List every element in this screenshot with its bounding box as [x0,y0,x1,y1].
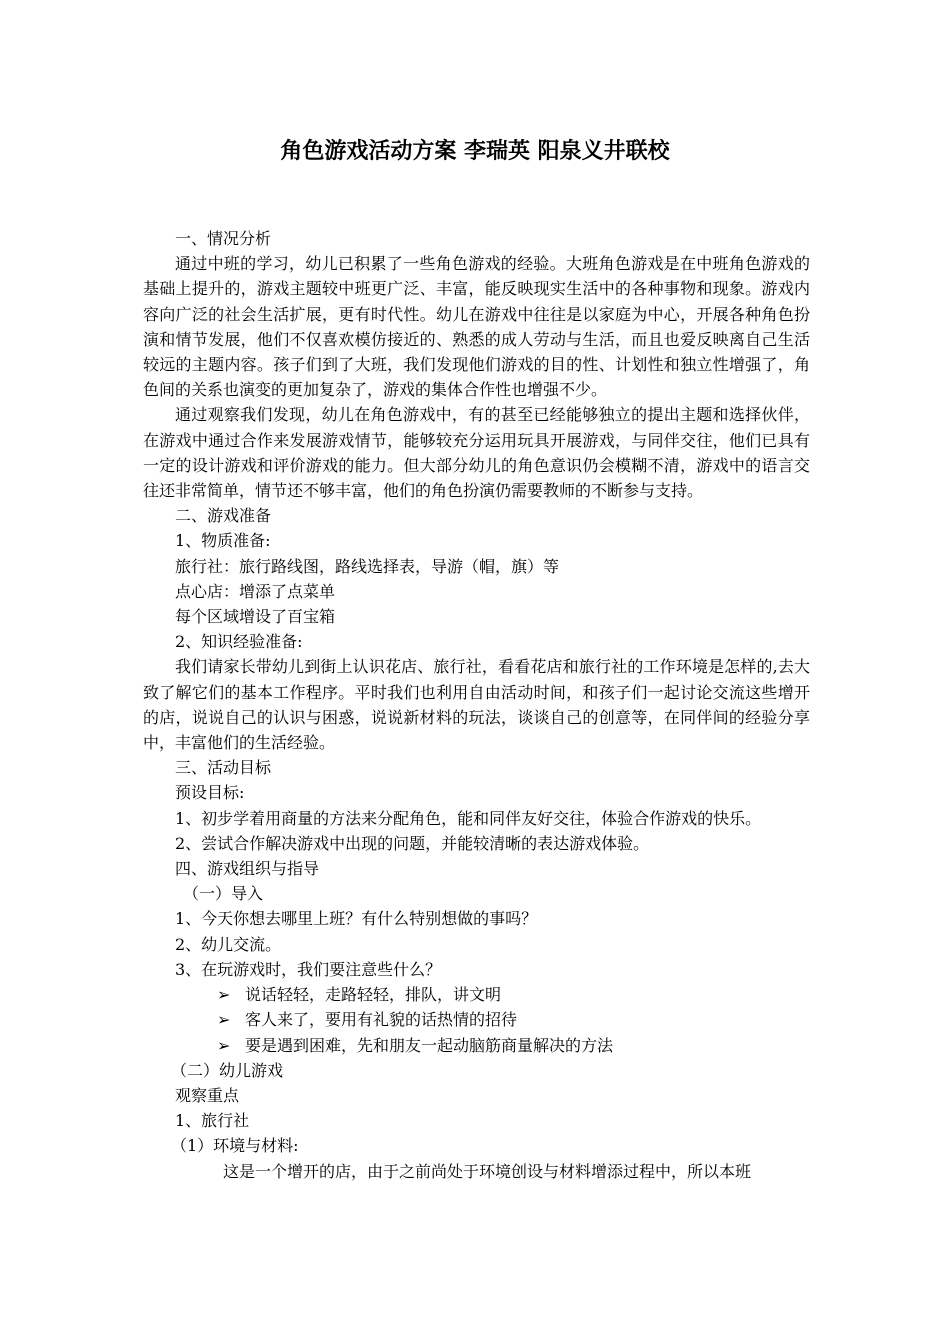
list-item: 点心店：增添了点菜单 [175,581,336,601]
question-item: 3、在玩游戏时，我们要注意些什么？ [175,959,442,979]
section-heading-situation: 一、情况分析 [175,229,272,248]
arrow-bullet-icon: ➢ [217,1035,231,1055]
document-title: 角色游戏活动方案 李瑞英 阳泉义井联校 [280,139,670,164]
section-heading-goals: 三、活动目标 [175,758,272,778]
section-heading-organization: 四、游戏组织与指导 [175,859,320,879]
arrow-bullet-icon: ➢ [217,985,231,1005]
bullet-item [143,1033,810,1058]
bullet-text: 客人来了，要用有礼貌的话热情的招待 [245,1010,518,1030]
subheading-intro: （一）导入 [183,884,264,904]
question-item: 1、今天你想去哪里上班？有什么特别想做的事吗？ [175,909,538,929]
document-body [143,226,810,1184]
subheading-material: 1、物质准备: [175,531,271,551]
bullet-text: 要是遇到困难，先和朋友一起动脑筋商量解决的方法 [245,1035,614,1055]
subheading-children-play: （二）幼儿游戏 [171,1060,284,1080]
paragraph: 我们请家长带幼儿到街上认识花店、旅行社，看看花店和旅行社的工作环境是怎样的,去大致了解它们的基本工作程序。平时我们也利用自由活动时间，和孩子们一起讨论交流这些增开的店，说说自己的认识与困惑，说说新材料的玩法，谈谈自己的创意等，在同伴间的经验分享中，丰富他们的生活经验。 [143,657,810,753]
list-item: 每个区域增设了百宝箱 [175,607,336,627]
bullet-item [143,982,810,1007]
bullet-item [143,1007,810,1032]
subheading-preset-goals: 预设目标: [175,783,245,803]
bullet-text: 说话轻轻，走路轻轻，排队，讲文明 [245,985,502,1005]
subheading-observation: 观察重点 [175,1085,240,1105]
list-item: 旅行社：旅行路线图，路线选择表，导游（帽，旗）等 [175,556,560,576]
paragraph: 通过观察我们发现，幼儿在角色游戏中，有的甚至已经能够独立的提出主题和选择伙伴，在游戏中通过合作来发展游戏情节，能够较充分运用玩具开展游戏，与同伴交往，他们已具有一定的设计游戏和评价游戏的能力。但大部分幼儿的角色意识仍会模糊不清，游戏中的语言交往还非常简单，情节还不够丰富，他们的角色扮演仍需要教师的不断参与支持。 [143,405,810,501]
paragraph: 这是一个增开的店，由于之前尚处于环境创设与材料增添过程中，所以本班 [223,1161,752,1181]
list-item: 1、旅行社 [175,1111,250,1131]
goal-item: 1、初步学着用商量的方法来分配角色，能和同伴友好交往，体验合作游戏的快乐。 [175,808,762,828]
goal-item: 2、尝试合作解决游戏中出现的问题，并能较清晰的表达游戏体验。 [175,833,650,853]
paragraph: 通过中班的学习，幼儿已积累了一些角色游戏的经验。大班角色游戏是在中班角色游戏的基础上提升的，游戏主题较中班更广泛、丰富，能反映现实生活中的各种事物和现象。游戏内容向广泛的社会生活扩展，更有时代性。幼儿在游戏中往往是以家庭为中心，开展各种角色扮演和情节发展，他们不仅喜欢模仿接近的、熟悉的成人劳动与生活，而且也爱反映离自己生活较远的主题内容。孩子们到了大班，我们发现他们游戏的目的性、计划性和独立性增强了，角色间的关系也演变的更加复杂了，游戏的集体合作性也增强不少。 [143,254,810,400]
arrow-bullet-icon: ➢ [217,1010,231,1030]
question-item: 2、幼儿交流。 [175,934,282,954]
section-heading-preparation: 二、游戏准备 [175,506,272,526]
subheading-environment: （1）环境与材料: [171,1136,299,1156]
subheading-knowledge: 2、知识经验准备: [175,632,303,652]
